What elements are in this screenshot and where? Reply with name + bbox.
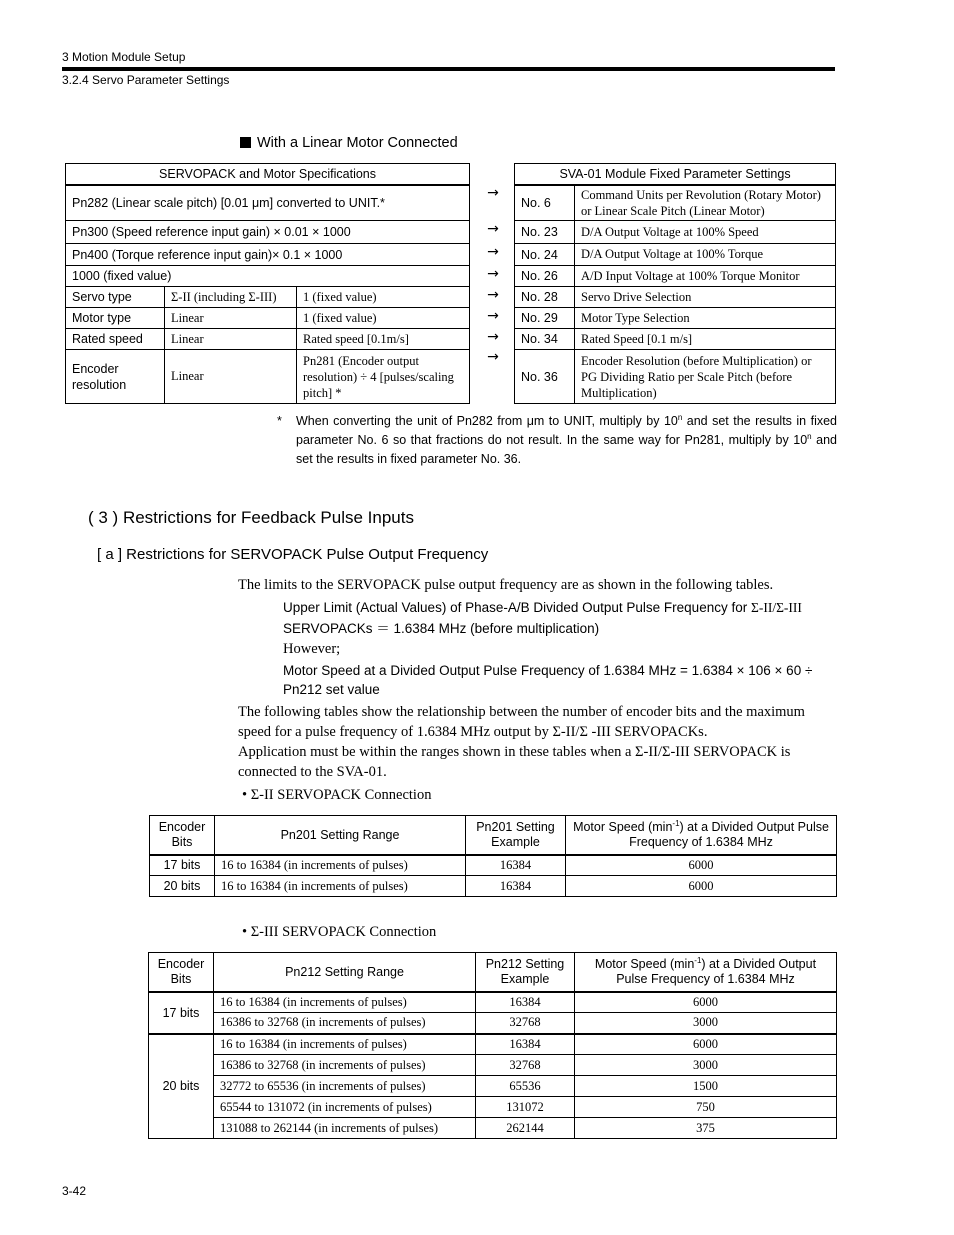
range-cell: 16 to 16384 (in increments of pulses) [214, 992, 476, 1013]
spec-condition: Σ-II (including Σ-III) [165, 287, 297, 308]
example-cell: 131072 [476, 1097, 575, 1118]
linear-motor-heading: With a Linear Motor Connected [240, 135, 458, 151]
spec-cell: Pn400 (Torque reference input gain)× 0.1 × 1000 [66, 244, 470, 266]
spec-cell: Pn282 (Linear scale pitch) [0.01 μm] converted to UNIT.* [66, 185, 470, 221]
spec-label: Servo type [66, 287, 165, 308]
column-header: Pn212 Setting Example [476, 953, 575, 992]
sigma3-table [148, 952, 837, 1139]
param-number: No. 28 [515, 287, 575, 308]
example-cell: 16384 [466, 876, 566, 897]
section-heading: ( 3 ) Restrictions for Feedback Pulse Inputs [88, 508, 414, 527]
range-cell: 16 to 16384 (in increments of pulses) [215, 855, 466, 876]
right-arrow-icon: → [487, 329, 499, 345]
spec-cell: Pn300 (Speed reference input gain) × 0.01 × 1000 [66, 221, 470, 244]
running-header-section: 3.2.4 Servo Parameter Settings [62, 73, 230, 87]
table-row [149, 1055, 837, 1076]
spec-cell: 1000 (fixed value) [66, 266, 470, 287]
param-number: No. 6 [515, 185, 575, 221]
spec-value: Rated speed [0.1m/s] [297, 329, 470, 350]
example-cell: 16384 [476, 992, 575, 1013]
param-description: Command Units per Revolution (Rotary Motor) or Linear Scale Pitch (Linear Motor) [575, 185, 836, 221]
header-rule [62, 67, 835, 71]
right-arrow-icon: → [487, 287, 499, 303]
sigma3-bullet: • Σ-III SERVOPACK Connection [242, 924, 437, 940]
param-description: D/A Output Voltage at 100% Speed [575, 221, 836, 244]
table-row [149, 992, 837, 1013]
table-row [149, 1097, 837, 1118]
column-header: Encoder Bits [149, 953, 214, 992]
param-description: Servo Drive Selection [575, 287, 836, 308]
speed-cell: 375 [575, 1118, 837, 1139]
param-number: No. 24 [515, 244, 575, 266]
example-cell: 65536 [476, 1076, 575, 1097]
running-header-chapter: 3 Motion Module Setup [62, 50, 186, 64]
column-header: Motor Speed $(\min^{-1})$ at a Divided Output Pulse Frequency of 1.6384 MHz [566, 816, 837, 855]
bits-cell: 20 bits [150, 876, 215, 897]
spec-value: Pn281 (Encoder output resolution) ÷ 4 [pulses/scaling pitch] * [297, 350, 470, 404]
bits-cell: 20 bits [149, 1034, 214, 1139]
param-number: No. 29 [515, 308, 575, 329]
speed-cell: 1500 [575, 1076, 837, 1097]
footnote: * When converting the unit of Pn282 from μm to UNIT, multiply by 10$^n$ and set the results in fixed parameter No. 6 so that fractions do not result. In the same way for Pn281, multiply by 10$^n$ and set the results in fixed parameter No. 36. [277, 412, 837, 466]
table-row [149, 1034, 837, 1055]
example-cell: 16384 [466, 855, 566, 876]
param-description: D/A Output Voltage at 100% Torque [575, 244, 836, 266]
example-cell: 32768 [476, 1055, 575, 1076]
motor-speed-formula: Pn212 set value [283, 682, 380, 697]
right-arrow-icon: → [487, 308, 499, 324]
bits-cell: 17 bits [150, 855, 215, 876]
spec-label: Encoder resolution [66, 350, 165, 404]
table-header: SERVOPACK and Motor Specifications [66, 164, 470, 185]
table-row [150, 876, 837, 897]
right-arrow-icon: → [487, 185, 499, 201]
sigma2-table [149, 815, 837, 897]
spec-value: 1 (fixed value) [297, 287, 470, 308]
speed-cell: 6000 [566, 876, 837, 897]
speed-cell: 6000 [575, 1034, 837, 1055]
table-row [149, 1013, 837, 1034]
example-cell: 16384 [476, 1034, 575, 1055]
param-number: No. 34 [515, 329, 575, 350]
range-cell: 16386 to 32768 (in increments of pulses) [214, 1013, 476, 1034]
black-square-icon [240, 137, 251, 148]
param-description: A/D Input Voltage at 100% Torque Monitor [575, 266, 836, 287]
spec-label: Motor type [66, 308, 165, 329]
upper-limit-line: SERVOPACKs ＝ 1.6384 MHz (before multiplication) [283, 621, 600, 636]
relationship-paragraph: speed for a pulse frequency of 1.6384 MHz output by Σ-II/Σ -III SERVOPACKs. [238, 724, 708, 740]
column-header: Pn212 Setting Range [214, 953, 476, 992]
column-header: Pn201 Setting Range [215, 816, 466, 855]
speed-cell: 6000 [575, 992, 837, 1013]
motor-speed-formula: Motor Speed at a Divided Output Pulse Frequency of 1.6384 MHz = 1.6384 × 106 × 60 ÷ [283, 663, 813, 678]
table-row [149, 1118, 837, 1139]
spec-condition: Linear [165, 329, 297, 350]
table-header: SVA-01 Module Fixed Parameter Settings [515, 164, 836, 185]
speed-cell: 750 [575, 1097, 837, 1118]
spec-value: 1 (fixed value) [297, 308, 470, 329]
intro-paragraph: The limits to the SERVOPACK pulse output frequency are as shown in the following tables. [238, 577, 774, 593]
speed-cell: 6000 [566, 855, 837, 876]
table-row [150, 855, 837, 876]
example-cell: 32768 [476, 1013, 575, 1034]
bits-cell: 17 bits [149, 992, 214, 1034]
column-header: Pn201 Setting Example [466, 816, 566, 855]
servopack-spec-table [65, 163, 470, 404]
example-cell: 262144 [476, 1118, 575, 1139]
relationship-paragraph: connected to the SVA-01. [238, 764, 387, 780]
column-header: Motor Speed $(\min^{-1})$ at a Divided Output Pulse Frequency of 1.6384 MHz [575, 953, 837, 992]
subsection-heading: [ a ] Restrictions for SERVOPACK Pulse Output Frequency [97, 546, 489, 563]
spec-condition: Linear [165, 350, 297, 404]
range-cell: 65544 to 131072 (in increments of pulses) [214, 1097, 476, 1118]
range-cell: 32772 to 65536 (in increments of pulses) [214, 1076, 476, 1097]
relationship-paragraph: Application must be within the ranges shown in these tables when a Σ-II/Σ-III SERVOPACK is [238, 744, 791, 760]
spec-condition: Linear [165, 308, 297, 329]
param-number: No. 23 [515, 221, 575, 244]
right-arrow-icon: → [487, 221, 499, 237]
sigma2-bullet: • Σ-II SERVOPACK Connection [242, 787, 432, 803]
sva01-fixed-parameter-table [514, 163, 836, 404]
page-number: 3-42 [62, 1184, 87, 1198]
param-description: Rated Speed [0.1 m/s] [575, 329, 836, 350]
range-cell: 131088 to 262144 (in increments of pulses) [214, 1118, 476, 1139]
param-description: Motor Type Selection [575, 308, 836, 329]
right-arrow-icon: → [487, 266, 499, 282]
column-header: Encoder Bits [150, 816, 215, 855]
speed-cell: 3000 [575, 1055, 837, 1076]
relationship-paragraph: The following tables show the relationship between the number of encoder bits and the maximum [238, 704, 805, 720]
range-cell: 16 to 16384 (in increments of pulses) [215, 876, 466, 897]
however-text: However; [283, 641, 341, 657]
param-number: No. 26 [515, 266, 575, 287]
footnote-marker: * [277, 414, 282, 428]
param-description: Encoder Resolution (before Multiplication) or PG Dividing Ratio per Scale Pitch (before Multiplication) [575, 350, 836, 404]
param-number: No. 36 [515, 350, 575, 404]
right-arrow-icon: → [487, 244, 499, 260]
upper-limit-line: Upper Limit (Actual Values) of Phase-A/B Divided Output Pulse Frequency for Σ-II/Σ-III [283, 600, 802, 615]
table-row [149, 1076, 837, 1097]
range-cell: 16 to 16384 (in increments of pulses) [214, 1034, 476, 1055]
range-cell: 16386 to 32768 (in increments of pulses) [214, 1055, 476, 1076]
right-arrow-icon: → [487, 349, 499, 365]
speed-cell: 3000 [575, 1013, 837, 1034]
spec-label: Rated speed [66, 329, 165, 350]
